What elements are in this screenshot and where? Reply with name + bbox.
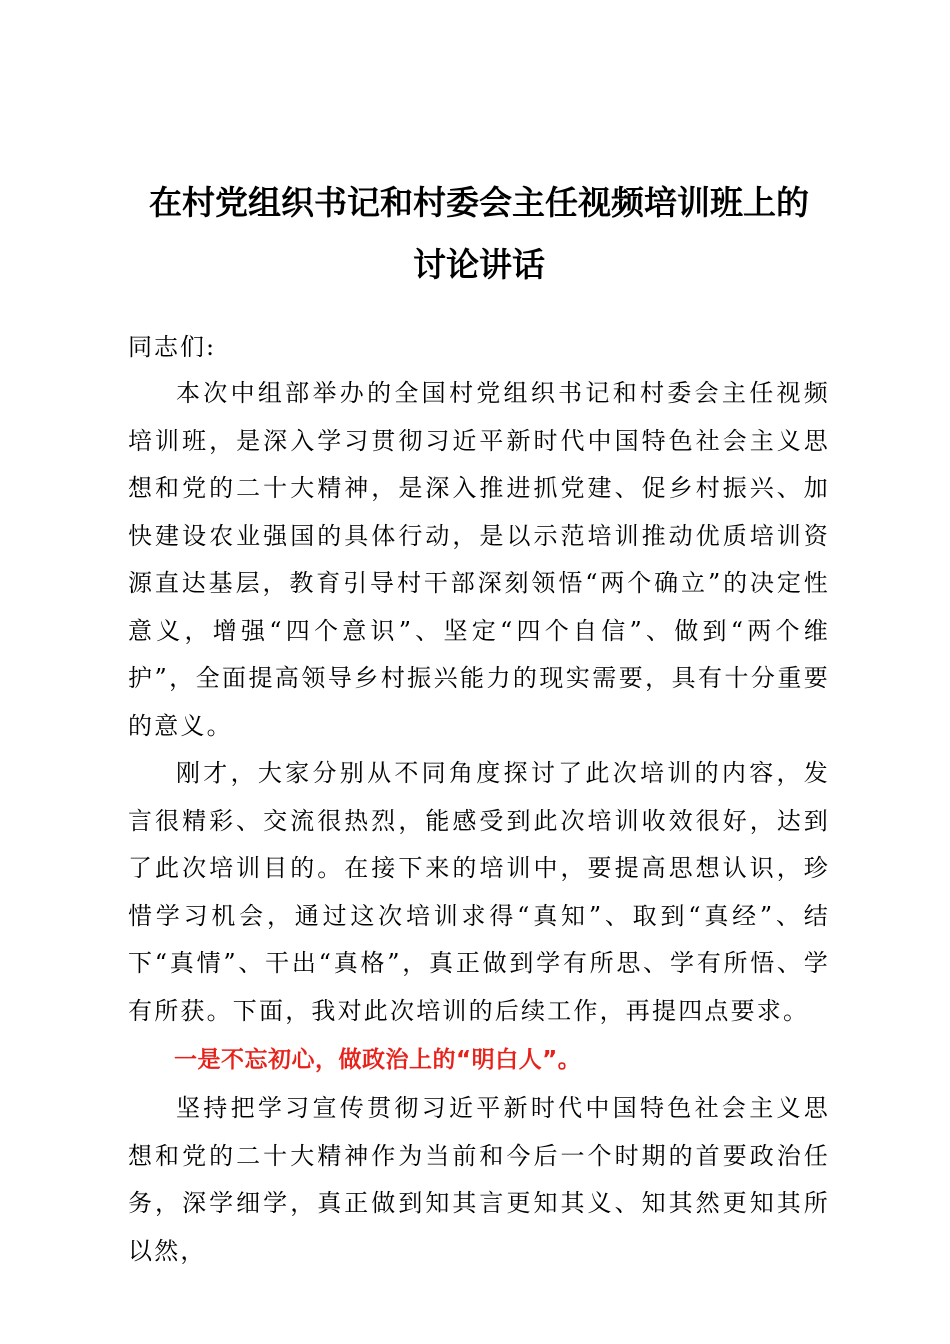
title-line-2: 讨论讲话 xyxy=(413,245,545,284)
section-heading: 一是不忘初心，做政治上的“明白人”。 xyxy=(174,1047,582,1073)
document-page xyxy=(128,172,830,1275)
body-paragraph: 刚才，大家分别从不同角度探讨了此次培训的内容，发言很精彩、交流很热烈，能感受到此次培训收效很好，达到了此次培训目的。在接下来的培训中，要提高思想认识，珍惜学习机会，通过这次培训求得“真知”、取到“真经”、结下“真情”、干出“真格”，真正做到学有所思、学有所悟、学有所获。下面，我对此次培训的后续工作，再提四点要求。 xyxy=(128,759,830,1025)
body-paragraph: 本次中组部举办的全国村党组织书记和村委会主任视频培训班，是深入学习贯彻习近平新时代中国特色社会主义思想和党的二十大精神，是深入推进抓党建、促乡村振兴、加快建设农业强国的具体行动，是以示范培训推动优质培训资源直达基层，教育引导村干部深刻领悟“两个确立”的决定性意义，增强“四个意识”、坚定“四个自信”、做到“两个维护”，全面提高领导乡村振兴能力的现实需要，具有十分重要的意义。 xyxy=(128,379,830,740)
salutation: 同志们: xyxy=(128,333,217,361)
title-line-1: 在村党组织书记和村委会主任视频培训班上的 xyxy=(149,183,809,222)
document-title xyxy=(128,172,830,296)
section-paragraph: 坚持把学习宣传贯彻习近平新时代中国特色社会主义思想和党的二十大精神作为当前和今后一个时期的首要政治任务，深学细学，真正做到知其言更知其义、知其然更知其所以然， xyxy=(128,1094,830,1265)
